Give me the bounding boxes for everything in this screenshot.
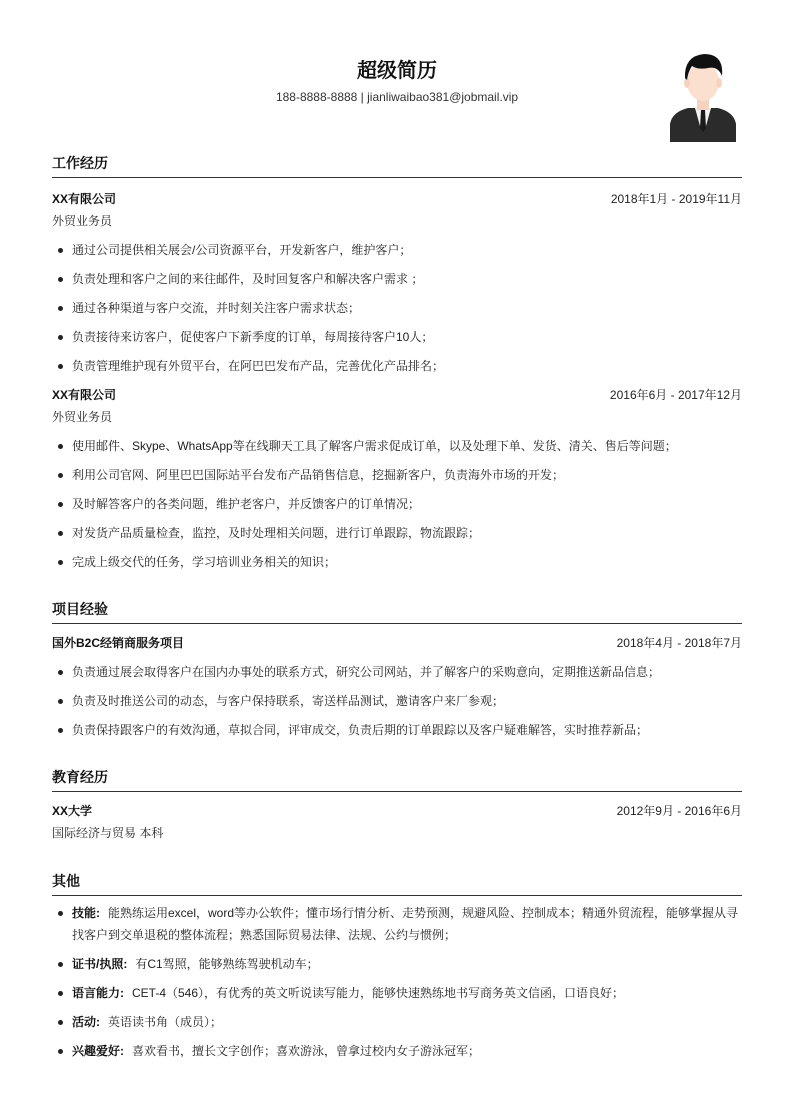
contact-info: 188-8888-8888 | jianliwaibao381@jobmail.vip	[275, 90, 519, 104]
work-entry	[52, 188, 742, 377]
section-title-education: 教育经历	[52, 766, 742, 792]
duty-list	[52, 435, 742, 573]
duty-list	[52, 239, 742, 377]
list-item: 通过公司提供相关展会/公司资源平台，开发新客户，维护客户；	[52, 239, 742, 261]
entry-header	[52, 384, 742, 406]
item-text: 有C1驾照，能够熟练驾驶机动车；	[135, 957, 319, 971]
list-item: 利用公司官网、阿里巴巴国际站平台发布产品销售信息，挖掘新客户，负责海外市场的开发；	[52, 464, 742, 486]
list-item: 负责及时推送公司的动态，与客户保持联系，寄送样品测试，邀请客户来厂参观；	[52, 690, 742, 712]
work-entry	[52, 384, 742, 573]
list-item: 使用邮件、Skype、WhatsApp等在线聊天工具了解客户需求促成订单，以及处理下单、发货、清关、售后等问题；	[52, 435, 742, 457]
list-item	[52, 1040, 742, 1062]
school-name: XX大学	[52, 804, 93, 818]
entry-header	[52, 632, 742, 654]
item-label: 语言能力:	[72, 986, 124, 1000]
date-range: 2018年4月 - 2018年7月	[616, 636, 742, 650]
project-name: 国外B2C经销商服务项目	[52, 636, 185, 650]
item-label: 技能:	[72, 906, 100, 920]
item-label: 兴趣爱好:	[72, 1044, 124, 1058]
list-item: 通过各种渠道与客户交流，并时刻关注客户需求状态；	[52, 297, 742, 319]
resume-header	[52, 0, 742, 150]
list-item: 负责接待来访客户，促使客户下新季度的订单，每周接待客户10人；	[52, 326, 742, 348]
item-label: 证书/执照:	[72, 957, 128, 971]
list-item: 负责管理维护现有外贸平台，在阿巴巴发布产品，完善优化产品排名；	[52, 355, 742, 377]
section-title-other: 其他	[52, 870, 742, 896]
date-range: 2012年9月 - 2016年6月	[616, 804, 742, 818]
list-item	[52, 953, 742, 975]
list-item	[52, 982, 742, 1004]
list-item: 负责处理和客户之间的来往邮件，及时回复客户和解决客户需求 ；	[52, 268, 742, 290]
section-title-project: 项目经验	[52, 598, 742, 624]
resume-name: 超级简历	[357, 60, 437, 82]
date-range: 2018年1月 - 2019年11月	[610, 192, 742, 206]
company-name: XX有限公司	[52, 388, 117, 402]
work-section	[52, 152, 742, 580]
entry-header	[52, 188, 742, 210]
degree-major: 国际经济与贸易 本科	[52, 826, 164, 840]
list-item: 完成上级交代的任务，学习培训业务相关的知识；	[52, 551, 742, 573]
list-item: 负责保持跟客户的有效沟通，草拟合同，评审成交，负责后期的订单跟踪以及客户疑难解答，实时推荐新品；	[52, 719, 742, 741]
list-item: 对发货产品质量检查，监控，及时处理相关问题，进行订单跟踪，物流跟踪；	[52, 522, 742, 544]
item-label: 活动:	[72, 1015, 100, 1029]
education-section	[52, 766, 742, 844]
list-item	[52, 1011, 742, 1033]
company-name: XX有限公司	[52, 192, 117, 206]
job-role: 外贸业务员	[52, 214, 113, 228]
item-text: 英语读书角（成员）；	[108, 1015, 223, 1029]
section-title-work: 工作经历	[52, 152, 742, 178]
other-section	[52, 870, 742, 1069]
project-entry	[52, 632, 742, 741]
date-range: 2016年6月 - 2017年12月	[609, 388, 742, 402]
item-text: 喜欢看书，擅长文字创作；喜欢游泳，曾拿过校内女子游泳冠军；	[132, 1044, 481, 1058]
list-item: 及时解答客户的各类问题，维护老客户，并反馈客户的订单情况；	[52, 493, 742, 515]
other-list	[52, 902, 742, 1062]
entry-header	[52, 800, 742, 822]
job-role: 外贸业务员	[52, 410, 113, 424]
avatar-photo	[668, 46, 738, 142]
list-item	[52, 902, 742, 946]
duty-list	[52, 661, 742, 741]
project-section	[52, 598, 742, 748]
item-text: 能熟练运用excel，word等办公软件；懂市场行情分析、走势预测，规避风险、控制成本；精通外贸流程，能够掌握从寻找客户到交单退税的整体流程；熟悉国际贸易法律、法规、公约与惯例；	[72, 906, 739, 942]
education-entry	[52, 800, 742, 844]
item-text: CET-4（546），有优秀的英文听说读写能力，能够快速熟练地书写商务英文信函，口语良好；	[132, 986, 625, 1000]
list-item: 负责通过展会取得客户在国内办事处的联系方式，研究公司网站，并了解客户的采购意向，定期推送新品信息；	[52, 661, 742, 683]
